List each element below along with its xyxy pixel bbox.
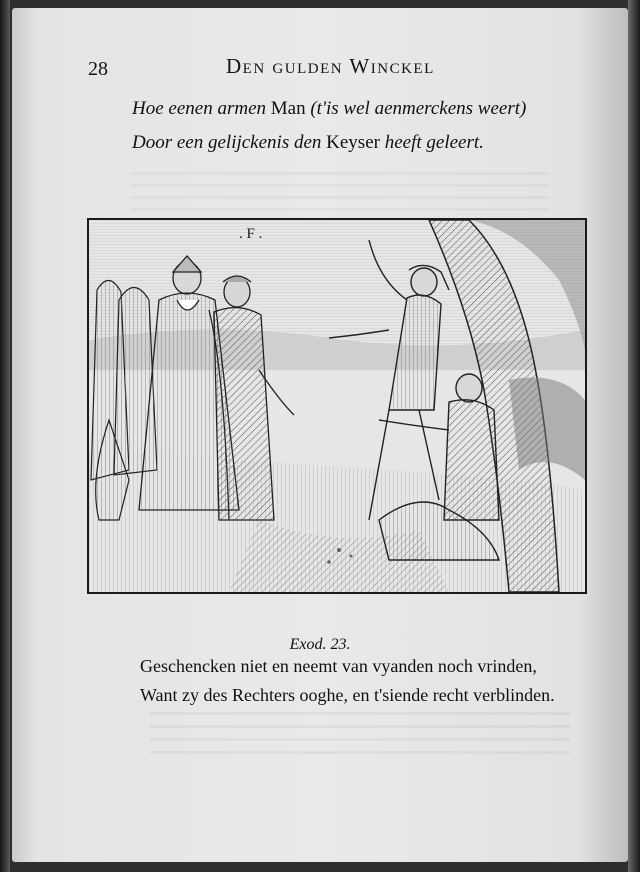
verse-line-1-c: (t'is wel aenmerckens weert) bbox=[305, 98, 527, 119]
engraving-illustration bbox=[87, 218, 587, 594]
show-through-top bbox=[130, 172, 550, 222]
show-through-bottom bbox=[150, 712, 570, 762]
verse-line-1-a: Hoe eenen armen bbox=[132, 98, 271, 119]
couplet-line-2: Want zy des Rechters ooghe, en t'siende recht verblinden. bbox=[140, 685, 555, 705]
engraving-drawing bbox=[89, 220, 585, 592]
page-number: 28 bbox=[88, 58, 108, 80]
running-head: Den gulden Winckel bbox=[226, 54, 435, 78]
couplet-line-1: Geschencken niet en neemt van vyanden noch vrinden, bbox=[140, 656, 537, 676]
book-edge-left bbox=[0, 0, 10, 872]
verse-line-2-c: heeft geleert. bbox=[379, 132, 484, 153]
verse-line-2 bbox=[132, 132, 484, 154]
verse-line-2-b: Keyser bbox=[326, 132, 380, 153]
book-edge-right bbox=[628, 0, 640, 872]
verse-line-1-b: Man bbox=[270, 98, 306, 119]
verse-line-2-a: Door een gelijckenis den bbox=[132, 132, 327, 153]
verse-line-1 bbox=[132, 98, 526, 120]
plate-letter: . F . bbox=[239, 226, 263, 242]
scripture-reference: Exod. 23. bbox=[289, 636, 351, 653]
